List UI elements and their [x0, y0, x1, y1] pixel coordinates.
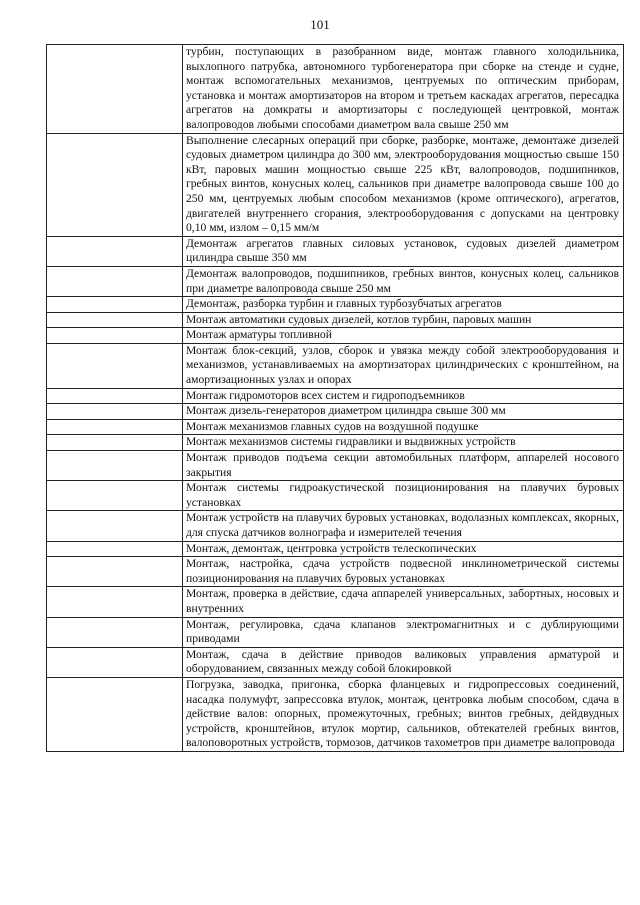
operation-text: Демонтаж агрегатов главных силовых установок, судовых дизелей диаметром цилиндра свыше 350 мм: [186, 236, 619, 265]
operation-text: Монтаж устройств на плавучих буровых установках, водолазных комплексах, якорных, для спуска датчиков волнографа и измерителей течения: [186, 511, 619, 539]
table-row: [47, 677, 624, 751]
table-row: [47, 617, 624, 647]
table-row: [47, 557, 624, 587]
table-cell: [183, 617, 624, 647]
empty-cell: [47, 236, 183, 266]
empty-cell: [47, 312, 183, 328]
table-cell: [183, 343, 624, 388]
operation-text: Монтаж, проверка в действие, сдача аппарелей универсальных, забортных, носовых и внутренних: [186, 587, 619, 615]
operation-text: Монтаж дизель-генераторов диаметром цилиндра свыше 300 мм: [186, 404, 506, 418]
table-row: [47, 45, 624, 134]
empty-cell: [47, 511, 183, 541]
operation-text: Монтаж механизмов системы гидравлики и выдвижных устройств: [186, 435, 516, 449]
empty-cell: [47, 541, 183, 557]
operation-text: Монтаж, регулировка, сдача клапанов электромагнитных и с дублирующими приводами: [186, 617, 619, 646]
table-cell: [183, 133, 624, 236]
table-cell: [183, 451, 624, 481]
operation-text: Монтаж блок-секций, узлов, сборок и увязка между собой электрооборудования и механизмов, устанавливаемых на амортизаторах цилиндрических с кронштейном, на амортизационных узлах и опорах: [186, 343, 619, 387]
operation-text: Монтаж, сдача в действие приводов валиковых управления арматурой и оборудованием, связанных между собой блокировкой: [186, 647, 619, 676]
table-row: [47, 511, 624, 541]
empty-cell: [47, 343, 183, 388]
empty-cell: [47, 435, 183, 451]
page-number: 101: [310, 17, 330, 32]
operation-text: Монтаж арматуры топливной: [186, 328, 332, 342]
table-row: [47, 587, 624, 617]
operation-text: Монтаж, настройка, сдача устройств подвесной инклинометрической системы позиционирования на плавучих буровых установках: [186, 557, 619, 585]
table-row: [47, 236, 624, 266]
empty-cell: [47, 419, 183, 435]
table-cell: [183, 481, 624, 511]
table-row: [47, 647, 624, 677]
table-cell: [183, 541, 624, 557]
operation-text: Монтаж системы гидроакустической позиционирования на плавучих буровых установках: [186, 481, 619, 509]
table-cell: [183, 236, 624, 266]
table-cell: [183, 312, 624, 328]
table-cell: [183, 677, 624, 751]
table-row: [47, 419, 624, 435]
operation-text: Монтаж приводов подъема секции автомобильных платформ, аппарелей носового закрытия: [186, 451, 619, 479]
table-row: [47, 297, 624, 313]
operation-text: Демонтаж, разборка турбин и главных турбозубчатых агрегатов: [186, 297, 502, 311]
table-row: [47, 435, 624, 451]
operation-text: Выполнение слесарных операций при сборке, разборке, монтаже, демонтаже дизелей судовых диаметром цилиндра до 300 мм, электрооборудования мощностью свыше 150 кВт, паровых машин мощностью свыше 225 кВт, валопроводов, подшипников, гребных винтов, конусных колец, сальников при диаметре валопровода свыше 100 до 250 мм, центруемых любым способом механизмов (кроме оптического), агрегатов, двигателей внутреннего сгорания, электрооборудования с допусками на центровку 0,10 мм, излом – 0,15 мм/м: [186, 133, 619, 235]
operation-text: Монтаж автоматики судовых дизелей, котлов турбин, паровых машин: [186, 312, 532, 326]
operation-text: Монтаж, демонтаж, центровка устройств телескопических: [186, 541, 477, 555]
empty-cell: [47, 451, 183, 481]
operations-table: [46, 44, 624, 752]
table-cell: [183, 557, 624, 587]
table-row: [47, 133, 624, 236]
table-cell: [183, 297, 624, 313]
table-row: [47, 328, 624, 344]
table-cell: [183, 328, 624, 344]
table-row: [47, 312, 624, 328]
empty-cell: [47, 266, 183, 296]
table-row: [47, 404, 624, 420]
empty-cell: [47, 677, 183, 751]
table-row: [47, 266, 624, 296]
operation-text: Погрузка, заводка, пригонка, сборка фланцевых и гидропрессовых соединений, насадка полумуфт, запрессовка втулок, монтаж, центровка любым способом, сдача в действие валов: опорных, промежуточных, гребных; винтов гребных, дейдвудных устройств, кронштейнов, втулок мортир, сальников, обтекателей гребных винтов, валоповоротных устройств, тормозов, датчиков тахометров при диаметре валопровода: [186, 677, 619, 750]
table-cell: [183, 587, 624, 617]
table-row: [47, 343, 624, 388]
table-cell: [183, 45, 624, 134]
empty-cell: [47, 647, 183, 677]
table-cell: [183, 435, 624, 451]
table-cell: [183, 266, 624, 296]
table-row: [47, 451, 624, 481]
operation-text: Демонтаж валопроводов, подшипников, гребных винтов, конусных колец, сальников при диаметре валопровода свыше 250 мм: [186, 266, 619, 295]
table-row: [47, 388, 624, 404]
table-row: [47, 541, 624, 557]
table-cell: [183, 647, 624, 677]
empty-cell: [47, 557, 183, 587]
empty-cell: [47, 45, 183, 134]
operation-text: турбин, поступающих в разобранном виде, монтаж главного холодильника, выхлопного патрубка, автономного турбогенератора при сборке на стенде и судне, монтаж вспомогательных механизмов, центруемых по оптическим приборам, установка и монтаж амортизаторов на втором и третьем каскадах агрегатов, пересадка агрегатов на домкраты и амортизаторы с последующей центровкой, монтаж валопроводов любыми способами диаметром вала свыше 250 мм: [186, 45, 619, 131]
table-cell: [183, 388, 624, 404]
empty-cell: [47, 481, 183, 511]
table-row: [47, 481, 624, 511]
empty-cell: [47, 404, 183, 420]
operation-text: Монтаж механизмов главных судов на воздушной подушке: [186, 419, 479, 433]
operation-text: Монтаж гидромоторов всех систем и гидроподъемников: [186, 388, 465, 402]
empty-cell: [47, 617, 183, 647]
empty-cell: [47, 587, 183, 617]
table-cell: [183, 511, 624, 541]
empty-cell: [47, 328, 183, 344]
empty-cell: [47, 388, 183, 404]
empty-cell: [47, 133, 183, 236]
table-cell: [183, 419, 624, 435]
table-cell: [183, 404, 624, 420]
empty-cell: [47, 297, 183, 313]
